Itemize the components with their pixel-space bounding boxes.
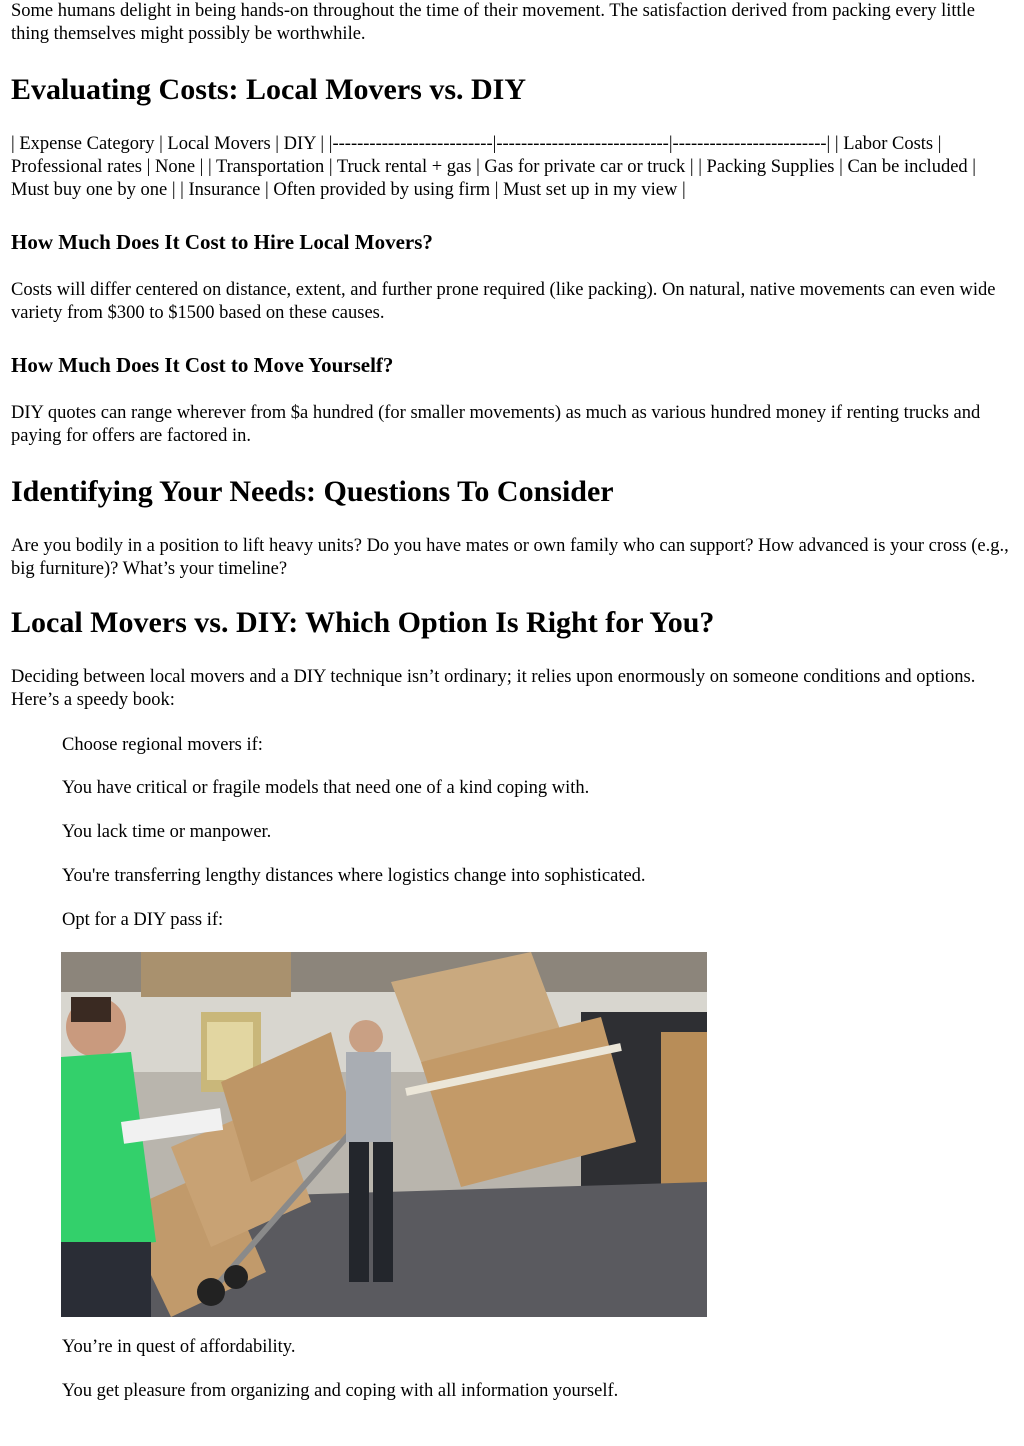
diy-list-item: You’re in quest of affordability. [62, 1337, 296, 1357]
option-paragraph: Deciding between local movers and a DIY technique isn’t ordinary; it relies upon enormously on someone conditions and options. Here’s a speedy book: [11, 667, 976, 710]
movers-list-intro: Choose regional movers if: [62, 735, 263, 755]
option-heading: Local Movers vs. DIY: Which Option Is Right for You? [11, 606, 715, 639]
diy-list-item: You get pleasure from organizing and coping with all information yourself. [62, 1381, 619, 1401]
needs-paragraph: Are you bodily in a position to lift heavy units? Do you have mates or own family who can support? How advanced is your cross (e.g., big furniture)? What’s your timeline? [11, 536, 1009, 579]
needs-heading: Identifying Your Needs: Questions To Consider [11, 475, 614, 508]
costs-heading: Evaluating Costs: Local Movers vs. DIY [11, 73, 526, 106]
hire-cost-heading: How Much Does It Cost to Hire Local Movers? [11, 230, 433, 254]
intro-paragraph: Some humans delight in being hands-on throughout the time of their movement. The satisfaction derived from packing every little thing themselves might possibly be worthwhile. [11, 1, 976, 44]
hire-cost-paragraph: Costs will differ centered on distance, extent, and further prone required (like packing). On natural, native movements can even wide variety from $300 to $1500 based on these causes. [11, 280, 996, 323]
self-move-paragraph: DIY quotes can range wherever from $a hundred (for smaller movements) as much as various hundred money if renting trucks and paying for offers are factored in. [11, 403, 981, 446]
self-move-heading: How Much Does It Cost to Move Yourself? [11, 353, 394, 377]
movers-photo [61, 952, 707, 1317]
diy-list-intro: Opt for a DIY pass if: [62, 910, 224, 930]
movers-list-item: You're transferring lengthy distances where logistics change into sophisticated. [62, 866, 646, 886]
costs-table-text: | Expense Category | Local Movers | DIY | |--------------------------|----------------------------|-------------------------| | Labor Costs | Professional rates | None | | Transportation | Truck rental + gas | Gas for private car or truck | | Packing Supplies | Can be included | Must buy one by one | | Insurance | Often provided by using firm | Must set up in my view | [11, 134, 976, 200]
movers-list-item: You have critical or fragile models that need one of a kind coping with. [62, 778, 590, 798]
movers-list-item: You lack time or manpower. [62, 822, 272, 842]
